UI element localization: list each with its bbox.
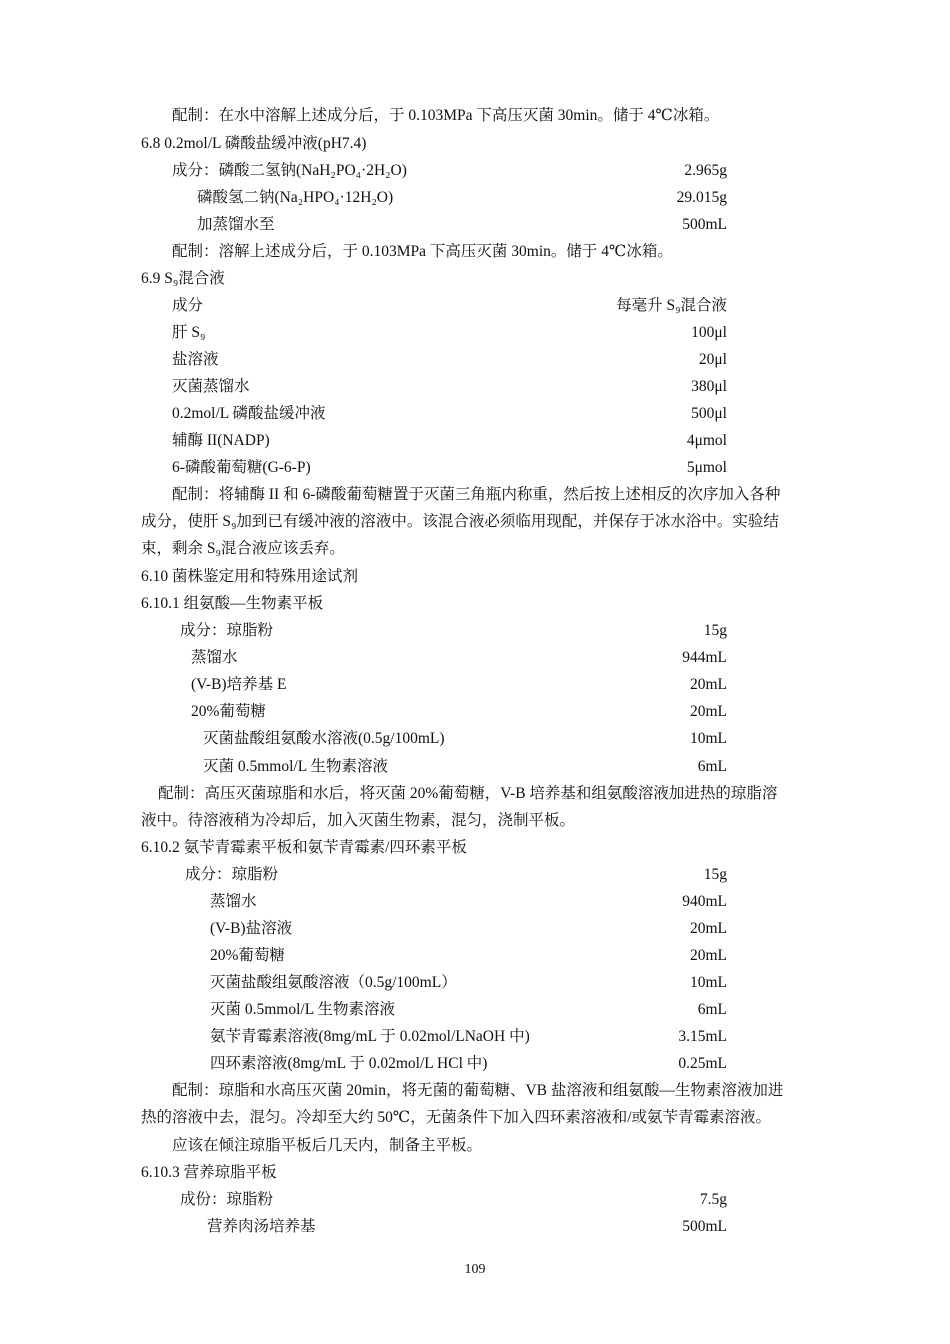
table-header-value: 每毫升 S₉混合液 [616,297,727,314]
ingredient-name: 盐溶液 [172,351,219,368]
ingredient-name: 灭菌蒸馏水 [172,378,250,395]
ingredient-value: 29.015g [676,189,727,206]
ingredient-name: 成分：磷酸二氢钠(NaH₂PO₄·2H₂O) [172,162,407,179]
ingredient-name: 灭菌盐酸组氨酸溶液（0.5g/100mL） [210,974,457,991]
prep-text: 液中。待溶液稍为冷却后，加入灭菌生物素，混匀，浇制平板。 [141,812,576,829]
ingredient-value: 15g [703,622,727,639]
section-heading-6-8: 6.8 0.2mol/L 磷酸盐缓冲液(pH7.4) [141,135,367,152]
ingredient-name: 辅酶 II(NADP) [172,432,270,449]
prep-text: 配制：溶解上述成分后，于 0.103MPa 下高压灭菌 30min。储于 4℃冰箱。 [172,243,673,260]
ingredient-name: 加蒸馏水至 [197,216,275,233]
ingredient-name: 四环素溶液(8mg/mL 于 0.02mol/L HCl 中) [210,1055,488,1072]
ingredient-name: 氨苄青霉素溶液(8mg/mL 于 0.02mol/LNaOH 中) [210,1028,530,1045]
ingredient-name: 成份：琼脂粉 [180,1191,274,1208]
ingredient-value: 7.5g [699,1191,727,1208]
ingredient-value: 2.965g [684,162,727,179]
ingredient-name: 6-磷酸葡萄糖(G-6-P) [172,459,311,476]
ingredient-value: 100μl [691,324,727,341]
ingredient-name: 20%葡萄糖 [191,703,266,720]
ingredient-value: 3.15mL [678,1028,727,1045]
ingredient-value: 20μl [698,351,727,368]
prep-text: 应该在倾注琼脂平板后几天内，制备主平板。 [172,1137,483,1154]
ingredient-value: 944mL [682,649,727,666]
ingredient-name: 营养肉汤培养基 [207,1218,316,1235]
ingredient-value: 500μl [691,405,727,422]
ingredient-value: 10mL [689,974,727,991]
ingredient-name: 蒸馏水 [191,649,238,666]
section-heading-6-10: 6.10 菌株鉴定用和特殊用途试剂 [141,568,359,585]
prep-text: 配制：在水中溶解上述成分后，于 0.103MPa 下高压灭菌 30min。储于 4℃冰箱。 [172,107,720,124]
section-heading-6-10-3: 6.10.3 营养琼脂平板 [141,1164,277,1181]
prep-text: 配制：将辅酶 II 和 6-磷酸葡萄糖置于灭菌三角瓶内称重，然后按上述相反的次序加入各种 [172,486,781,503]
ingredient-name: 磷酸氢二钠(Na₂HPO₄·12H₂O) [197,189,394,206]
section-heading-6-10-1: 6.10.1 组氨酸—生物素平板 [141,595,324,612]
section-heading-6-10-2: 6.10.2 氨苄青霉素平板和氨苄青霉素/四环素平板 [141,839,467,856]
ingredient-value: 380μl [691,378,727,395]
ingredient-value: 10mL [689,730,727,747]
ingredient-value: 940mL [682,893,727,910]
ingredient-value: 0.25mL [678,1055,727,1072]
prep-text: 成分，使肝 S₉加到已有缓冲液的溶液中。该混合液必须临用现配，并保存于冰水浴中。实验结 [141,513,779,530]
ingredient-name: 成分：琼脂粉 [185,866,279,883]
ingredient-name: 成分：琼脂粉 [180,622,274,639]
page-number: 109 [464,1262,486,1277]
ingredient-value: 6mL [697,758,727,775]
ingredient-value: 20mL [689,947,727,964]
ingredient-value: 20mL [689,676,727,693]
prep-text: 配制：琼脂和水高压灭菌 20min，将无菌的葡萄糖、VB 盐溶液和组氨酸—生物素溶液加进 [172,1082,784,1099]
ingredient-value: 6mL [697,1001,727,1018]
ingredient-value: 5μmol [686,459,727,476]
table-header-name: 成分 [172,297,204,314]
section-heading-6-9: 6.9 S₉混合液 [141,270,225,287]
ingredient-value: 20mL [689,703,727,720]
prep-text: 配制：高压灭菌琼脂和水后，将灭菌 20%葡萄糖，V-B 培养基和组氨酸溶液加进热的琼脂溶 [158,785,778,802]
ingredient-name: 蒸馏水 [210,893,257,910]
ingredient-name: 20%葡萄糖 [210,947,285,964]
ingredient-name: 肝 S₉ [172,324,206,341]
prep-text: 热的溶液中去，混匀。冷却至大约 50℃，无菌条件下加入四环素溶液和/或氨苄青霉素溶液。 [141,1109,772,1126]
ingredient-value: 4μmol [686,432,727,449]
ingredient-name: (V-B)盐溶液 [210,920,293,937]
ingredient-value: 20mL [689,920,727,937]
ingredient-name: 灭菌 0.5mmol/L 生物素溶液 [203,758,388,775]
ingredient-value: 500mL [682,1218,727,1235]
ingredient-name: 灭菌 0.5mmol/L 生物素溶液 [210,1001,395,1018]
ingredient-value: 15g [703,866,727,883]
prep-text: 束，剩余 S₉混合液应该丢弃。 [141,540,345,557]
ingredient-name: (V-B)培养基 E [191,676,287,693]
ingredient-name: 灭菌盐酸组氨酸水溶液(0.5g/100mL) [203,730,445,747]
ingredient-value: 500mL [682,216,727,233]
ingredient-name: 0.2mol/L 磷酸盐缓冲液 [172,405,326,422]
